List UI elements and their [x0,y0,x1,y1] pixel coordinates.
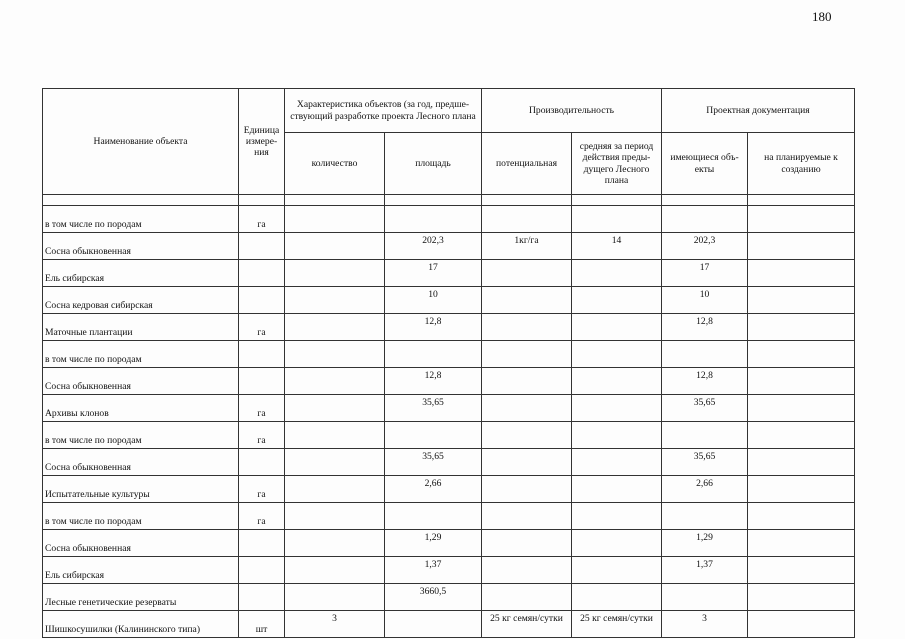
object-name: Сосна обыкновенная [43,449,239,476]
average-cell [572,503,662,530]
table-row [43,584,855,611]
area-cell: 1,29 [385,530,482,557]
potential-cell [482,341,572,368]
unit-cell [239,233,285,260]
average-cell [572,314,662,341]
unit-cell [239,530,285,557]
table-row [43,449,855,476]
planned-cell [748,287,855,314]
unit-cell: га [239,206,285,233]
area-cell [385,206,482,233]
quantity-cell [285,557,385,584]
potential-cell [482,314,572,341]
average-cell [572,368,662,395]
average-cell [572,287,662,314]
page-number: 180 [812,9,832,24]
object-name: Сосна обыкновенная [43,233,239,260]
potential-cell [482,368,572,395]
average-cell: 25 кг семян/сутки [572,611,662,638]
existing-cell: 12,8 [662,314,748,341]
planned-cell [748,530,855,557]
quantity-cell [285,206,385,233]
potential-cell: 1кг/га [482,233,572,260]
existing-cell: 17 [662,260,748,287]
existing-cell: 12,8 [662,368,748,395]
area-cell: 10 [385,287,482,314]
existing-cell [662,584,748,611]
unit-cell [239,449,285,476]
existing-cell: 202,3 [662,233,748,260]
unit-cell [239,584,285,611]
object-name: Сосна обыкновенная [43,368,239,395]
table-row [43,395,855,422]
table-row [43,476,855,503]
object-name: Лесные генетические резерваты [43,584,239,611]
table-row [43,287,855,314]
header-project-docs: Проектная документация [662,89,855,133]
existing-cell: 35,65 [662,449,748,476]
area-cell [385,503,482,530]
area-cell: 35,65 [385,449,482,476]
header-unit: Единица измере-ния [239,89,285,195]
potential-cell [482,395,572,422]
average-cell [572,422,662,449]
header-existing: имеющиеся объ-екты [662,133,748,195]
object-name: Сосна кедровая сибирская [43,287,239,314]
header-name: Наименование объекта [43,89,239,195]
table-row [43,206,855,233]
table-row [43,368,855,395]
area-cell: 3660,5 [385,584,482,611]
potential-cell [482,422,572,449]
table-row [43,530,855,557]
average-cell [572,341,662,368]
object-name: в том числе по породам [43,422,239,449]
area-cell [385,341,482,368]
potential-cell [482,503,572,530]
planned-cell [748,368,855,395]
quantity-cell [285,449,385,476]
unit-cell: га [239,395,285,422]
unit-cell [239,260,285,287]
quantity-cell [285,260,385,287]
average-cell [572,449,662,476]
average-cell [572,476,662,503]
object-name: в том числе по породам [43,206,239,233]
planned-cell [748,611,855,638]
quantity-cell [285,233,385,260]
planned-cell [748,476,855,503]
unit-cell: га [239,314,285,341]
object-name: Сосна обыкновенная [43,530,239,557]
table-row [43,422,855,449]
area-cell: 35,65 [385,395,482,422]
object-name: Архивы клонов [43,395,239,422]
average-cell [572,260,662,287]
header-area: площадь [385,133,482,195]
potential-cell [482,530,572,557]
quantity-cell [285,395,385,422]
header-quantity: количество [285,133,385,195]
unit-cell [239,287,285,314]
object-name: Шишкосушилки (Калининского типа) [43,611,239,638]
quantity-cell [285,314,385,341]
unit-cell: га [239,476,285,503]
quantity-cell [285,287,385,314]
table-row [43,557,855,584]
object-name: в том числе по породам [43,503,239,530]
object-name: в том числе по породам [43,341,239,368]
quantity-cell [285,584,385,611]
existing-cell: 35,65 [662,395,748,422]
existing-cell: 3 [662,611,748,638]
table-row [43,611,855,638]
header-characteristics: Характеристика объектов (за год, предше-ствующий разработке проекта Лесного плана [285,89,482,133]
existing-cell [662,206,748,233]
planned-cell [748,503,855,530]
unit-cell [239,557,285,584]
average-cell [572,557,662,584]
area-cell: 17 [385,260,482,287]
potential-cell [482,584,572,611]
table-row [43,233,855,260]
planned-cell [748,422,855,449]
quantity-cell [285,341,385,368]
potential-cell [482,206,572,233]
quantity-cell [285,476,385,503]
planned-cell [748,584,855,611]
quantity-cell [285,530,385,557]
potential-cell [482,476,572,503]
table-row [43,341,855,368]
header-productivity: Производительность [482,89,662,133]
planned-cell [748,206,855,233]
planned-cell [748,341,855,368]
object-name: Ель сибирская [43,557,239,584]
forest-objects-table [42,88,855,638]
potential-cell [482,449,572,476]
existing-cell: 1,37 [662,557,748,584]
existing-cell: 10 [662,287,748,314]
existing-cell [662,503,748,530]
potential-cell: 25 кг семян/сутки [482,611,572,638]
area-cell: 12,8 [385,368,482,395]
unit-cell: га [239,503,285,530]
unit-cell: шт [239,611,285,638]
header-potential: потенциальная [482,133,572,195]
planned-cell [748,233,855,260]
area-cell [385,422,482,449]
existing-cell [662,422,748,449]
unit-cell [239,368,285,395]
area-cell: 2,66 [385,476,482,503]
table-row [43,314,855,341]
quantity-cell [285,422,385,449]
quantity-cell [285,503,385,530]
area-cell [385,611,482,638]
object-name: Испытательные культуры [43,476,239,503]
table-row [43,260,855,287]
unit-cell: га [239,422,285,449]
area-cell: 12,8 [385,314,482,341]
object-name: Маточные плантации [43,314,239,341]
potential-cell [482,260,572,287]
quantity-cell [285,368,385,395]
header-planned: на планируемые к созданию [748,133,855,195]
area-cell: 1,37 [385,557,482,584]
existing-cell: 1,29 [662,530,748,557]
object-name: Ель сибирская [43,260,239,287]
existing-cell [662,341,748,368]
planned-cell [748,314,855,341]
average-cell [572,530,662,557]
average-cell [572,395,662,422]
planned-cell [748,557,855,584]
table-row [43,503,855,530]
planned-cell [748,449,855,476]
area-cell: 202,3 [385,233,482,260]
header-average: средняя за период действия преды-дущего Лесного плана [572,133,662,195]
average-cell: 14 [572,233,662,260]
planned-cell [748,395,855,422]
average-cell [572,206,662,233]
existing-cell: 2,66 [662,476,748,503]
quantity-cell: 3 [285,611,385,638]
planned-cell [748,260,855,287]
average-cell [572,584,662,611]
unit-cell [239,341,285,368]
potential-cell [482,557,572,584]
potential-cell [482,287,572,314]
spacer-row [43,195,855,206]
